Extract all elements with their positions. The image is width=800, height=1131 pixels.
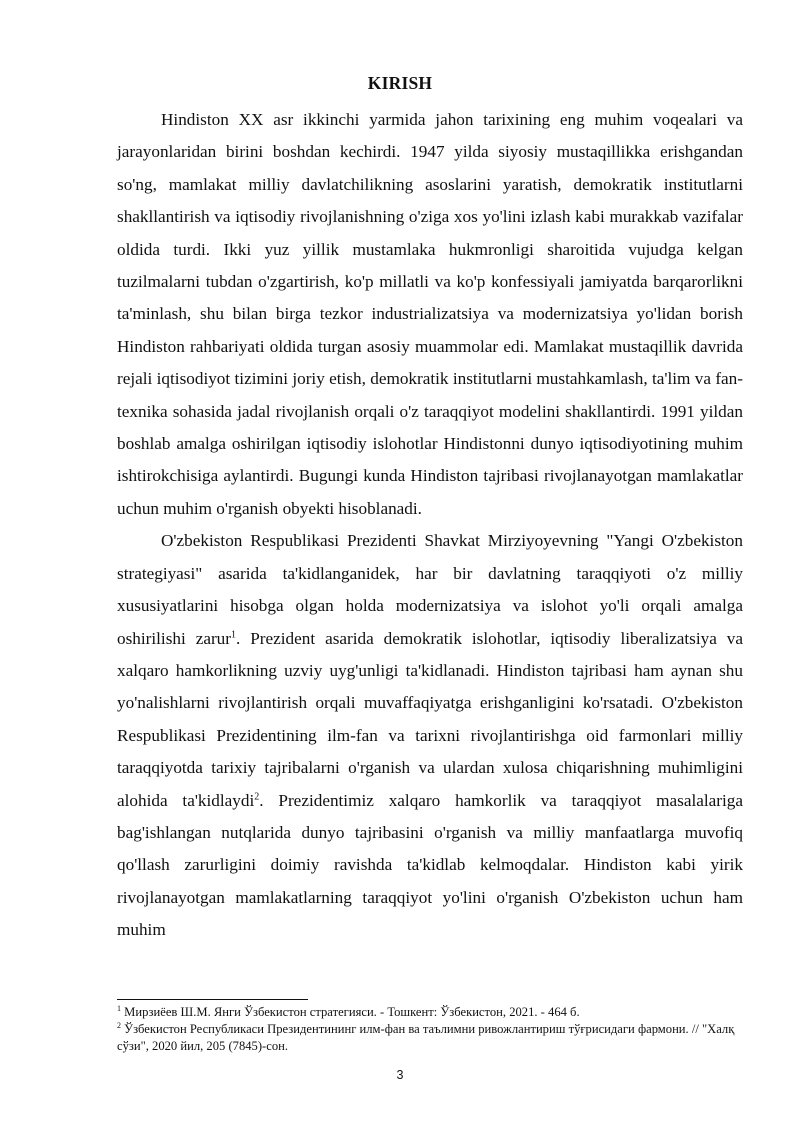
footnote-reference-2[interactable]: 2: [254, 790, 260, 802]
footnote-2: [117, 1021, 747, 1055]
footnote-mark-1: 1: [117, 1003, 121, 1013]
page-number: 3: [396, 1068, 404, 1082]
footnote-reference-1[interactable]: 1: [231, 628, 236, 640]
footnote-text-1: Мирзиёев Ш.М. Янги Ўзбекистон стратегияси. - Тошкент: Ўзбекистон, 2021. - 464 б.: [121, 1005, 580, 1019]
paragraph-2-text-part-1: O'zbekiston Respublikasi Prezidenti Shavkat Mirziyoyevning "Yangi O'zbekiston strategiyasi" asarida ta'kidlanganidek, har bir davlatning taraqqiyoti o'z milliy xususiyatlarini hisobga olgan holda modernizatsiya va islohot yo'li orqali amalga oshirilishi zarur: [117, 531, 743, 648]
footnotes: [117, 1004, 747, 1055]
paragraph-2: [117, 525, 743, 946]
body-text: [117, 104, 743, 947]
paragraph-1: Hindiston XX asr ikkinchi yarmida jahon tarixining eng muhim voqealari va jarayonlaridan birini boshdan kechirdi. 1947 yilda siyosiy mustaqillikka erishgandan so'ng, mamlakat milliy davlatchilikning asoslarini yaratish, demokratik institutlarni shakllantirish va iqtisodiy rivojlanishning o'ziga xos yo'lini izlash kabi murakkab vazifalar oldida turdi. Ikki yuz yillik mustamlaka hukmronligi sharoitida vujudga kelgan tuzilmalarni tubdan o'zgartirish, ko'p millatli va ko'p konfessiyali jamiyatda barqarorlikni ta'minlash, shu bilan birga tezkor industrializatsiya va modernizatsiya yo'lidan borish Hindiston rahbariyati oldida turgan asosiy muammolar edi. Mamlakat mustaqillik davrida rejali iqtisodiyot tizimini joriy etish, demokratik institutlarni mustahkamlash, ta'lim va fan-texnika sohasida jadal rivojlanish orqali o'z taraqqiyot modelini shakllantirdi. 1991 yildan boshlab amalga oshirilgan iqtisodiy islohotlar Hindistonni dunyo iqtisodiyotining muhim ishtirokchisiga aylantirdi. Bugungi kunda Hindiston tajribasi rivojlanayotgan mamlakatlar uchun muhim o'rganish obyekti hisoblanadi.: [117, 110, 743, 518]
footnote-text-2: Ўзбекистон Республикаси Президентининг илм-фан ва таълимни ривожлантириш тўғрисидаги фармони. // "Халқ сўзи", 2020 йил, 205 (7845)-сон.: [117, 1022, 735, 1053]
paragraph-2-text-part-2: . Prezident asarida demokratik islohotlar, iqtisodiy liberalizatsiya va xalqaro hamkorlikning uzviy uyg'unligi ta'kidlanadi. Hindiston tajribasi ham aynan shu yo'nalishlarni rivojlantirish orqali muvaffaqiyatga erishganligini ko'rsatadi. O'zbekiston Respublikasi Prezidentining ilm-fan va tarixni rivojlantirishga oid farmonlari milliy taraqqiyotda tarixiy tajribalarni o'rganish va ulardan xulosa chiqarishning muhimligini alohida ta'kidlaydi: [117, 628, 743, 810]
page-heading: KIRISH: [367, 73, 433, 93]
footnote-separator: [117, 999, 308, 1000]
footnote-mark-2: 2: [117, 1020, 121, 1030]
footnote-1: [117, 1004, 747, 1021]
paragraph-2-text-part-3: . Prezidentimiz xalqaro hamkorlik va taraqqiyot masalalariga bag'ishlangan nutqlarida dunyo tajribasini o'rganish va milliy manfaatlarga muvofiq qo'llash zarurligini doimiy ravishda ta'kidlab kelmoqdalar. Hindiston kabi yirik rivojlanayotgan mamlakatlarning taraqqiyot yo'lini o'rganish O'zbekiston uchun ham muhim: [117, 790, 743, 940]
